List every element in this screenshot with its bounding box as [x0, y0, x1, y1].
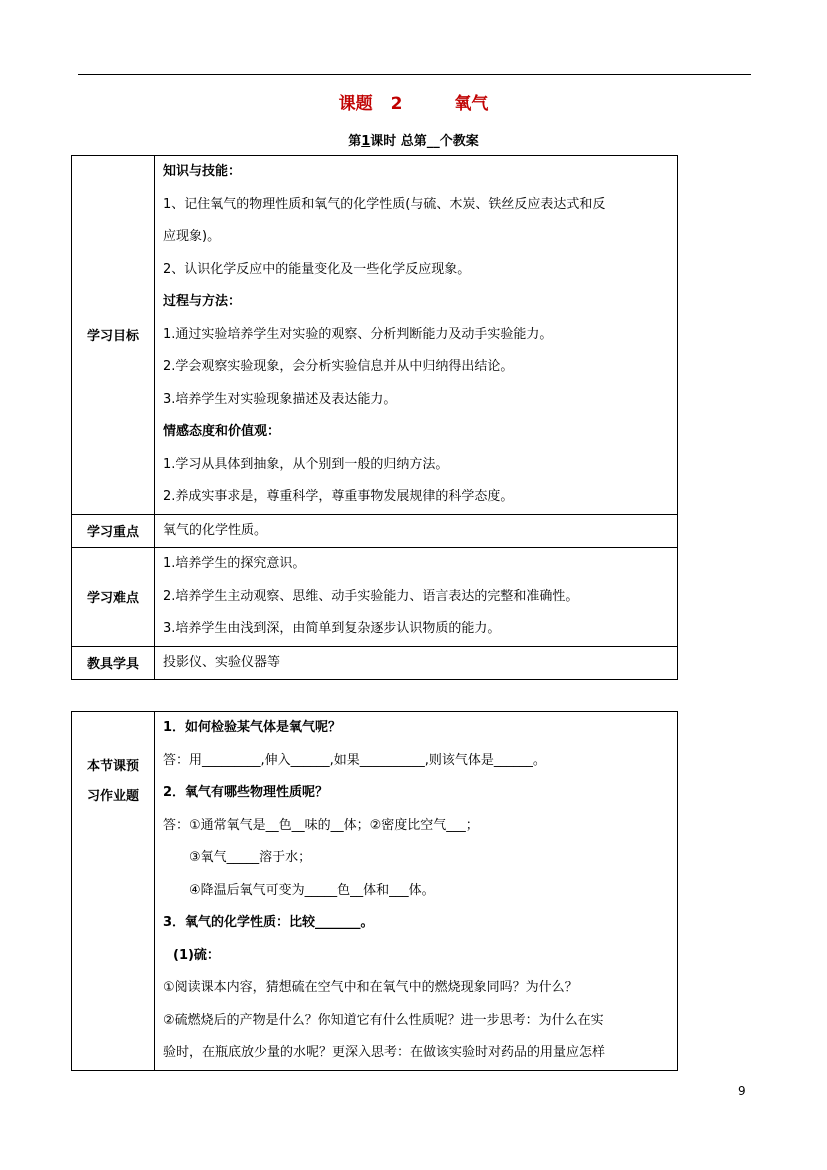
homework-label-line2: 习作业题 [86, 789, 139, 804]
page-number: 9 [738, 1084, 746, 1098]
goals-line: 2.学会观察实验现象，会分析实验信息并从中归纳得出结论。 [163, 359, 514, 374]
table-row [72, 156, 678, 515]
title-topic: 课题 [338, 94, 373, 114]
table-row [72, 646, 678, 680]
question-1: 1．如何检验某气体是氧气呢？ [163, 720, 342, 735]
title-number: 2 [390, 94, 403, 114]
difficulty-line: 3.培养学生由浅到深，由简单到复杂逐步认识物质的能力。 [163, 621, 501, 636]
table-row [72, 514, 678, 548]
page-title [0, 89, 827, 114]
homework-label [72, 712, 155, 1071]
homework-content [155, 712, 678, 1071]
tools-text: 投影仪、实验仪器等 [163, 654, 281, 670]
answer-1: 答：用_________,伸入______,如果__________,则该气体是______。 [163, 752, 546, 768]
answer-2: 答：①通常氧气是__色__味的__体；②密度比空气___； [163, 817, 479, 833]
goals-line: 3.培养学生对实验现象描述及表达能力。 [163, 391, 397, 407]
goals-heading-attitude: 情感态度和价值观： [163, 424, 281, 439]
difficulty-label: 学习难点 [72, 548, 155, 647]
goals-line: 1、记住氧气的物理性质和氧气的化学性质(与硫、木炭、铁丝反应表达式和反 [163, 196, 606, 212]
goals-content [155, 156, 678, 515]
subtitle-prefix: 第 [348, 134, 362, 149]
preview-homework-table [71, 711, 678, 1071]
goals-line: 2.养成实事求是，尊重科学，尊重事物发展规律的科学态度。 [163, 489, 514, 504]
table-row [72, 712, 678, 1071]
homework-label-line1: 本节课预 [86, 759, 139, 774]
question-3: 3．氧气的化学性质：比较_______。 [163, 915, 374, 930]
goals-line: 1.通过实验培养学生对实验的观察、分析判断能力及动手实验能力。 [163, 326, 553, 342]
answer-2-item-4: ④降温后氧气可变为_____色__体和___体。 [189, 882, 435, 898]
question-2: 2．氧气有哪些物理性质呢？ [163, 785, 329, 800]
goals-heading-knowledge: 知识与技能： [163, 164, 242, 179]
goals-line: 应现象)。 [163, 229, 221, 244]
table-row [72, 548, 678, 647]
sulfur-item-2-cont: 验时，在瓶底放少量的水呢？更深入思考：在做该实验时对药品的用量应怎样 [163, 1045, 606, 1060]
goals-line: 1.学习从具体到抽象，从个别到一般的归纳方法。 [163, 456, 449, 472]
lesson-plan-table [71, 155, 678, 680]
question-3-sulfur: (1)硫： [173, 947, 220, 963]
tools-content [155, 646, 678, 680]
answer-2-item-3: ③氧气_____溶于水； [189, 850, 312, 865]
focus-text: 氧气的化学性质。 [163, 522, 268, 538]
goals-label: 学习目标 [72, 156, 155, 515]
lesson-subtitle [0, 130, 827, 149]
focus-content [155, 514, 678, 548]
focus-label: 学习重点 [72, 514, 155, 548]
difficulty-content [155, 548, 678, 647]
goals-heading-process: 过程与方法： [163, 294, 242, 309]
difficulty-line: 1.培养学生的探究意识。 [163, 556, 306, 571]
header-rule [78, 74, 751, 75]
sulfur-item-2: ②硫燃烧后的产物是什么？你知道它有什么性质呢？进一步思考：为什么在实 [163, 1012, 604, 1028]
subtitle-suffix: 课时 总第__个教案 [370, 134, 479, 149]
tools-label: 教具学具 [72, 646, 155, 680]
sulfur-item-1: ①阅读课本内容，猜想硫在空气中和在氧气中的燃烧现象同吗？为什么？ [163, 980, 578, 995]
difficulty-line: 2.培养学生主动观察、思维、动手实验能力、语言表达的完整和准确性。 [163, 588, 579, 604]
goals-line: 2、认识化学反应中的能量变化及一些化学反应现象。 [163, 261, 471, 277]
subtitle-lesson-number: 1 [361, 134, 371, 149]
title-subject: 氧气 [454, 94, 489, 114]
